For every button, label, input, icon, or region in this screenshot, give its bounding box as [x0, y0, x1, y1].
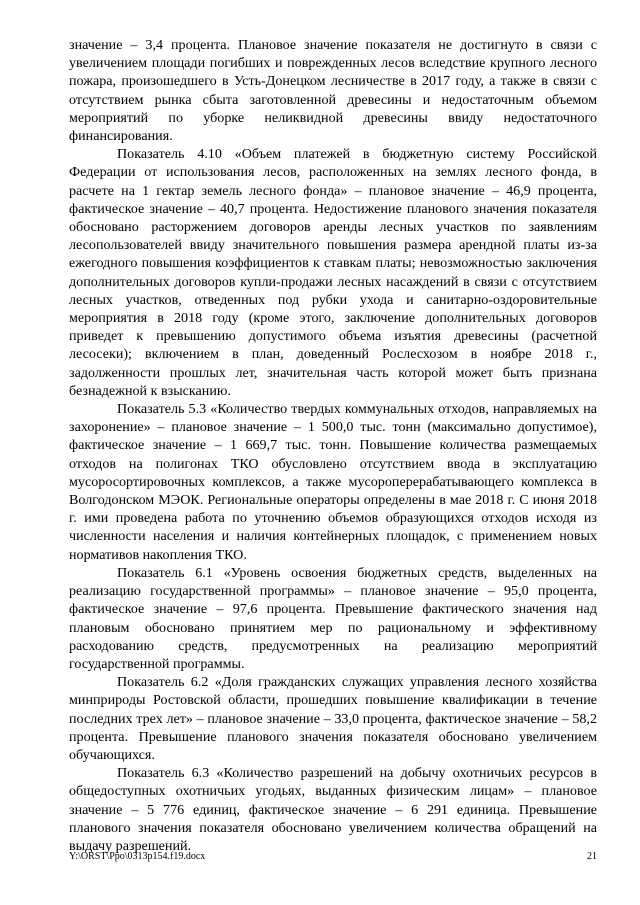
footer-page-number: 21 — [587, 851, 597, 862]
paragraph-indicator-5-3: Показатель 5.3 «Количество твердых коммунальных отходов, направляемых на захоронение» – плановое значение – 1 500,0 тыс. тонн (максимально допустимое), фактическое значение – 1 669,7 тыс. тонн. Повышение количества размещаемых отходов на полигонах ТКО обусловлено отсутствием ввода в эксплуатацию мусоросортировочных комплексов, а также мусороперерабатывающего комплекса в Волгодонском МЭОК. Региональные операторы определены в мае 2018 г. С июня 2018 г. ими проведена работа по уточнению объемов образующихся отходов исходя из численности населения и наличия контейнерных площадок, с применением новых нормативов накопления ТКО. — [69, 401, 597, 563]
paragraph-continuation: значение – 3,4 процента. Плановое значение показателя не достигнуто в связи с увеличением площади погибших и поврежденных лесов вследствие крупного лесного пожара, произошедшего в Усть-Донецком лесничестве в 2017 году, а также в связи с отсутствием рынка сбыта заготовленной древесины и недостаточным объемом мероприятий по уборке неликвидной древесины ввиду недостаточного финансирования. — [69, 37, 597, 145]
footer-file-path: Y:\ORST\Ppo\0313p154.f19.docx — [69, 851, 206, 862]
document-body — [69, 36, 597, 855]
paragraph-indicator-6-1: Показатель 6.1 «Уровень освоения бюджетных средств, выделенных на реализацию государственной программы» – плановое значение – 95,0 процента, фактическое значение – 97,6 процента. Превышение фактического значения над плановым обосновано принятием мер по рациональному и эффективному расходованию средств, предусмотренных на реализацию мероприятий государственной программы. — [69, 564, 597, 672]
paragraph-indicator-4-10: Показатель 4.10 «Объем платежей в бюджетную систему Российской Федерации от использования лесов, расположенных на землях лесного фонда, в расчете на 1 гектар земель лесного фонда» – плановое значение – 46,9 процента, фактическое значение – 40,7 процента. Недостижение планового значения показателя обосновано расторжением договоров аренды лесных участков по заявлениям лесопользователей ввиду значительного повышения размера арендной платы из-за ежегодного повышения коэффициентов к ставкам платы; невозможностью заключения дополнительных договоров купли-продажи лесных насаждений в связи с отсутствием лесных участков, отведенных под рубки ухода и санитарно-оздоровительные мероприятия в 2018 году (кроме этого, заключение дополнительных договоров приведет к превышению допустимого объема изъятия древесины (расчетной лесосеки); включением в план, доведенный Рослесхозом в ноябре 2018 г., задолженности прошлых лет, значительная часть которой может быть признана безнадежной к взысканию. — [69, 146, 597, 399]
paragraph-indicator-6-3: Показатель 6.3 «Количество разрешений на добычу охотничьих ресурсов в общедоступных охотничьих угодьях, выданных физическим лицам» – плановое значение – 5 776 единиц, фактическое значение – 6 291 единица. Превышение планового значения показателя обосновано увеличением количества обращений на выдачу разрешений. — [69, 765, 597, 854]
paragraph-indicator-6-2: Показатель 6.2 «Доля гражданских служащих управления лесного хозяйства минприроды Ростовской области, прошедших повышение квалификации в течение последних трех лет» – плановое значение – 33,0 процента, фактическое значение – 58,2 процента. Превышение планового значения показателя обосновано увеличением обучающихся. — [69, 674, 597, 763]
